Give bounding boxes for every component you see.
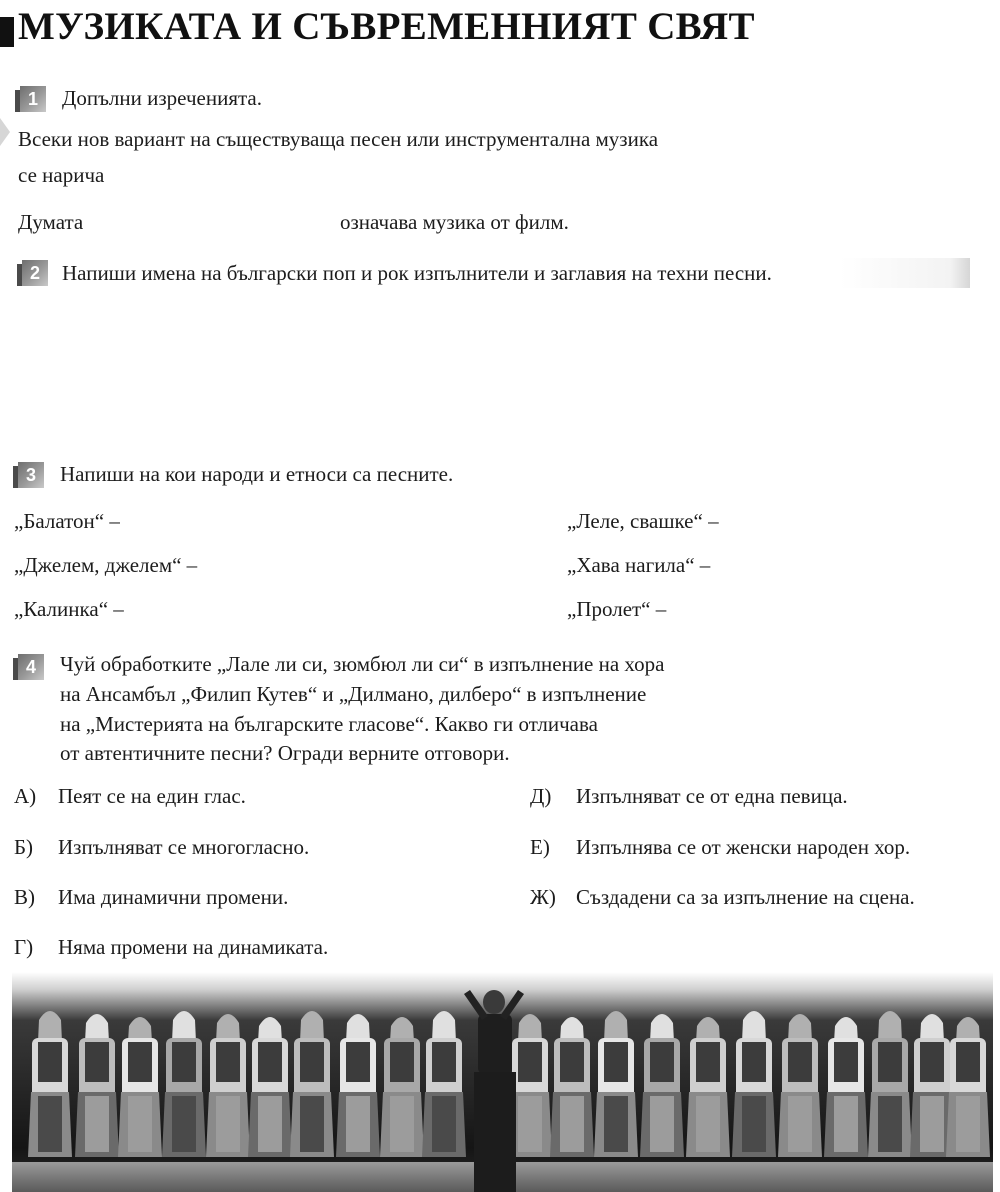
option-g-letter: Г) [14, 935, 34, 959]
option-d-letter: Д) [530, 784, 552, 808]
option-d-text: Изпълняват се от една певица. [576, 784, 848, 808]
option-g-text: Няма промени на динамиката. [58, 935, 329, 959]
title-marker [0, 17, 14, 47]
page-title: МУЗИКАТА И СЪВРЕМЕННИЯТ СВЯТ [18, 5, 755, 48]
task-4-line-3: на „Мистерията на българските гласове“. Какво ги отличава [60, 712, 598, 736]
task-1-line-3-end: означава музика от филм. [340, 210, 569, 234]
option-b-text: Изпълняват се многогласно. [58, 835, 310, 859]
task-2-number: 2 [22, 260, 48, 286]
task-4-line-2: на Ансамбъл „Филип Кутев“ и „Дилмано, дилберо“ в изпълнение [60, 682, 647, 706]
song-left-2: „Джелем, джелем“ – [14, 553, 198, 577]
task-4-number: 4 [18, 654, 44, 680]
margin-arrow-icon [0, 118, 10, 146]
task-3-instruction: Напиши на кои народи и етноси са песните. [60, 462, 454, 486]
song-left-1: „Балатон“ – [14, 509, 120, 533]
option-v-text: Има динамични промени. [58, 885, 289, 909]
task-1-number: 1 [20, 86, 46, 112]
option-zh-letter: Ж) [530, 885, 556, 909]
option-a-letter: А) [14, 784, 37, 808]
song-right-2: „Хава нагила“ – [567, 553, 711, 577]
task-1-line-3-start: Думата [18, 210, 84, 234]
option-b-letter: Б) [14, 835, 34, 859]
choir-photo [12, 972, 993, 1192]
task-1-line-2: се нарича [18, 163, 105, 187]
song-right-3: „Пролет“ – [567, 597, 667, 621]
task-3-number: 3 [18, 462, 44, 488]
task-2-instruction: Напиши имена на български поп и рок изпълнители и заглавия на техни песни. [62, 261, 772, 285]
option-a-text: Пеят се на един глас. [58, 784, 246, 808]
song-right-1: „Леле, свашке“ – [567, 509, 719, 533]
option-v-letter: В) [14, 885, 35, 909]
option-e-letter: Е) [530, 835, 550, 859]
task-4-line-1: Чуй обработките „Лале ли си, зюмбюл ли си“ в изпълнение на хора [60, 652, 665, 676]
task-4-line-4: от автентичните песни? Огради верните отговори. [60, 741, 510, 765]
song-left-3: „Калинка“ – [14, 597, 124, 621]
task-1-line-1: Всеки нов вариант на съществуваща песен или инструментална музика [18, 127, 659, 151]
option-e-text: Изпълнява се от женски народен хор. [576, 835, 911, 859]
option-zh-text: Създадени са за изпълнение на сцена. [576, 885, 915, 909]
task-1-instruction: Допълни изреченията. [62, 86, 262, 110]
task-2-highlight [840, 258, 970, 288]
